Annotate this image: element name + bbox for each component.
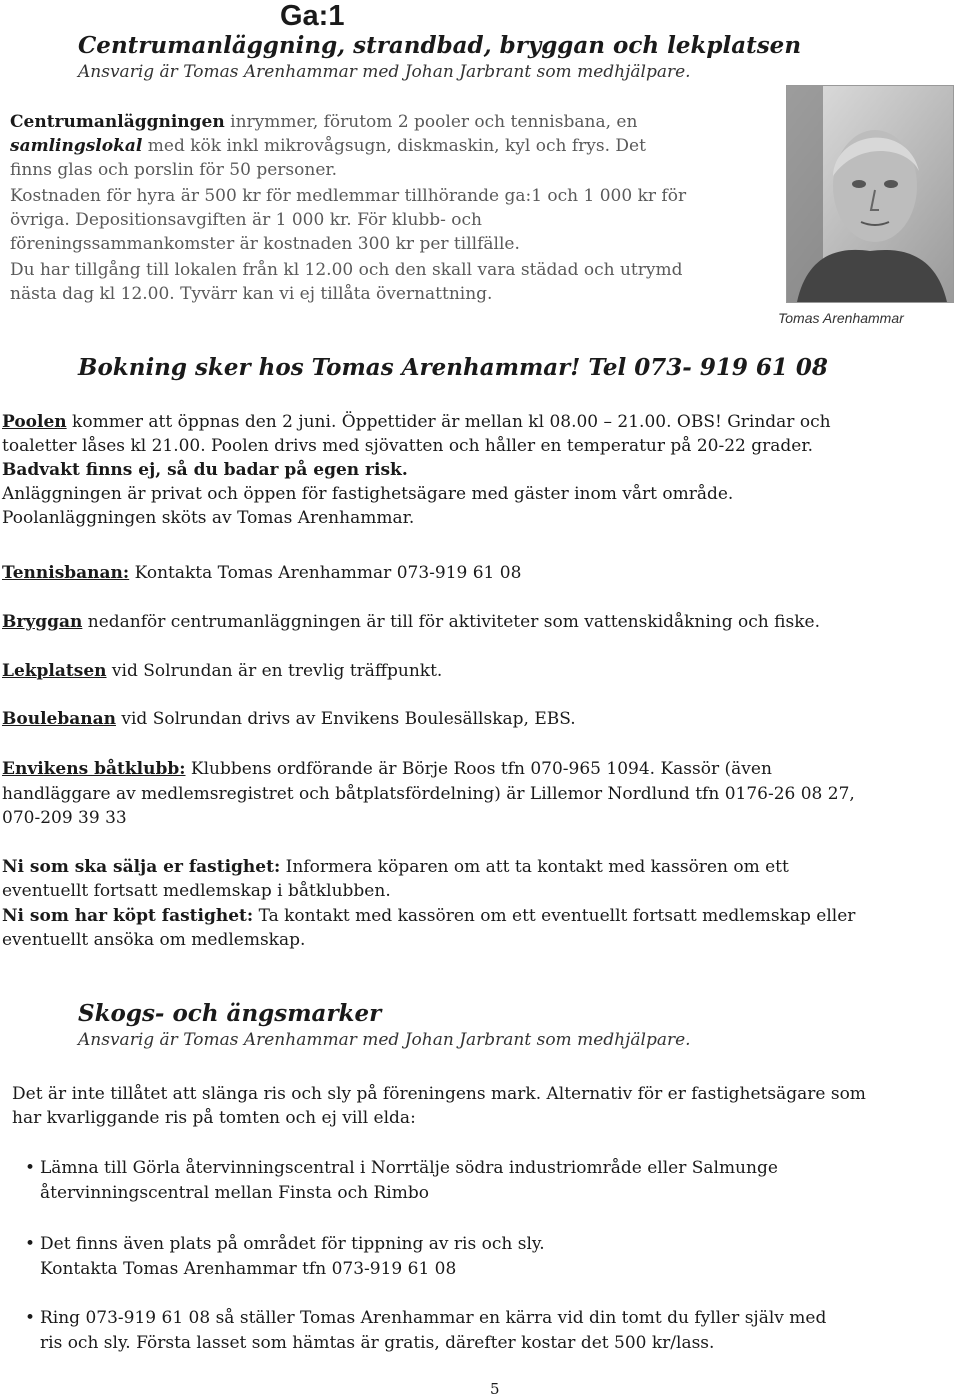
text: med kök inkl mikrovågsugn, diskmaskin, kyl och frys. Det xyxy=(142,136,646,156)
kopt-line: eventuellt ansöka om medlemskap. xyxy=(2,930,306,950)
text: nedanför centrumanläggningen är till för aktiviteter som vattenskidåkning och fiske. xyxy=(82,612,820,632)
pool-line: toaletter låses kl 21.00. Poolen drivs med sjövatten och håller en temperatur på 20-22 grader. xyxy=(2,436,813,456)
bold-term: Centrumanläggningen xyxy=(10,112,225,132)
bullet-icon: • xyxy=(25,1234,36,1254)
list-item-line: ris och sly. Första lasset som hämtas är gratis, därefter kostar det 500 kr/lass. xyxy=(40,1333,715,1353)
batklubb-line xyxy=(2,757,772,781)
paragraph-line: övriga. Depositionsavgiften är 1 000 kr. För klubb- och xyxy=(10,210,483,230)
list-item xyxy=(25,1156,778,1206)
text: kommer att öppnas den 2 juni. Öppettider är mellan kl 08.00 – 21.00. OBS! Grindar och xyxy=(66,412,831,432)
text: inrymmer, förutom 2 pooler och tennisbana, en xyxy=(224,112,638,132)
page-title: Ga:1 xyxy=(280,0,345,32)
salja-label: Ni som ska sälja er fastighet: xyxy=(2,857,281,877)
salja-line: eventuellt fortsatt medlemskap i båtklubben. xyxy=(2,881,391,901)
list-item xyxy=(25,1232,545,1282)
list-item-line: återvinningscentral mellan Finsta och Rimbo xyxy=(40,1183,429,1203)
text: vid Solrundan drivs av Envikens Boulesällskap, EBS. xyxy=(115,709,576,729)
paragraph-line: nästa dag kl 12.00. Tyvärr kan vi ej tillåta övernattning. xyxy=(10,284,493,304)
paragraph-line: Det är inte tillåtet att slänga ris och sly på föreningens mark. Alternativ för er fastighetsägare som xyxy=(12,1084,866,1104)
bullet-icon: • xyxy=(25,1308,36,1328)
list-item xyxy=(25,1306,827,1356)
bold-italic-term: samlingslokal xyxy=(10,136,143,156)
bryggan-line xyxy=(2,610,820,634)
text: Kontakta Tomas Arenhammar 073-919 61 08 xyxy=(129,563,522,583)
text: Klubbens ordförande är Börje Roos tfn 070-965 1094. Kassör (även xyxy=(185,759,772,779)
pool-line xyxy=(2,410,831,434)
pool-line: Anläggningen är privat och öppen för fastighetsägare med gäster inom vårt område. xyxy=(2,484,734,504)
paragraph-line: finns glas och porslin för 50 personer. xyxy=(10,160,338,180)
pool-warning: Badvakt finns ej, så du badar på egen risk. xyxy=(2,460,408,480)
pool-label: Poolen xyxy=(2,412,67,432)
section-heading-centrumanlaggning: Centrumanläggning, strandbad, bryggan och lekplatsen xyxy=(78,32,802,59)
list-item-line: Det finns även plats på området för tippning av ris och sly. xyxy=(40,1234,545,1254)
boulebanan-line xyxy=(2,707,576,731)
kopt-label: Ni som har köpt fastighet: xyxy=(2,906,254,926)
list-item-line: Lämna till Görla återvinningscentral i Norrtälje södra industriområde eller Salmunge xyxy=(40,1158,778,1178)
section-responsible: Ansvarig är Tomas Arenhammar med Johan Jarbrant som medhjälpare. xyxy=(78,62,691,82)
section-heading-skogs: Skogs- och ängsmarker xyxy=(78,1000,382,1027)
booking-line: Bokning sker hos Tomas Arenhammar! Tel 073- 919 61 08 xyxy=(78,354,828,381)
text: vid Solrundan är en trevlig träffpunkt. xyxy=(106,661,443,681)
bryggan-label: Bryggan xyxy=(2,612,83,632)
tennis-label: Tennisbanan: xyxy=(2,563,130,583)
list-item-line: Ring 073-919 61 08 så ställer Tomas Arenhammar en kärra vid din tomt du fyller själv med xyxy=(40,1308,827,1328)
batklubb-line: 070-209 39 33 xyxy=(2,808,127,828)
paragraph-line: Du har tillgång till lokalen från kl 12.00 och den skall vara städad och utrymd xyxy=(10,260,683,280)
text: Ta kontakt med kassören om ett eventuellt fortsatt medlemskap eller xyxy=(253,906,856,926)
paragraph-line: föreningssammankomster är kostnaden 300 kr per tillfälle. xyxy=(10,234,520,254)
text: Informera köparen om att ta kontakt med kassören om ett xyxy=(280,857,789,877)
pool-line: Poolanläggningen sköts av Tomas Arenhammar. xyxy=(2,508,415,528)
lekplatsen-label: Lekplatsen xyxy=(2,661,107,681)
bullet-icon: • xyxy=(25,1158,36,1178)
lekplatsen-line xyxy=(2,659,442,683)
batklubb-line: handläggare av medlemsregistret och båtplatsfördelning) är Lillemor Nordlund tfn 0176-26 08 27, xyxy=(2,784,855,804)
tennis-line xyxy=(2,561,521,585)
portrait-illustration xyxy=(787,86,953,302)
list-item-line: Kontakta Tomas Arenhammar tfn 073-919 61 08 xyxy=(40,1259,457,1279)
boulebanan-label: Boulebanan xyxy=(2,709,116,729)
paragraph-line: har kvarliggande ris på tomten och ej vill elda: xyxy=(12,1108,416,1128)
paragraph-line xyxy=(10,134,646,158)
salja-line xyxy=(2,855,789,879)
kopt-line xyxy=(2,904,855,928)
paragraph-line xyxy=(10,110,637,134)
photo-caption: Tomas Arenhammar xyxy=(778,310,904,326)
page-number: 5 xyxy=(490,1380,500,1398)
paragraph-line: Kostnaden för hyra är 500 kr för medlemmar tillhörande ga:1 och 1 000 kr för xyxy=(10,186,687,206)
section-responsible: Ansvarig är Tomas Arenhammar med Johan Jarbrant som medhjälpare. xyxy=(78,1030,691,1050)
batklubb-label: Envikens båtklubb: xyxy=(2,759,186,779)
portrait-photo xyxy=(786,85,954,303)
